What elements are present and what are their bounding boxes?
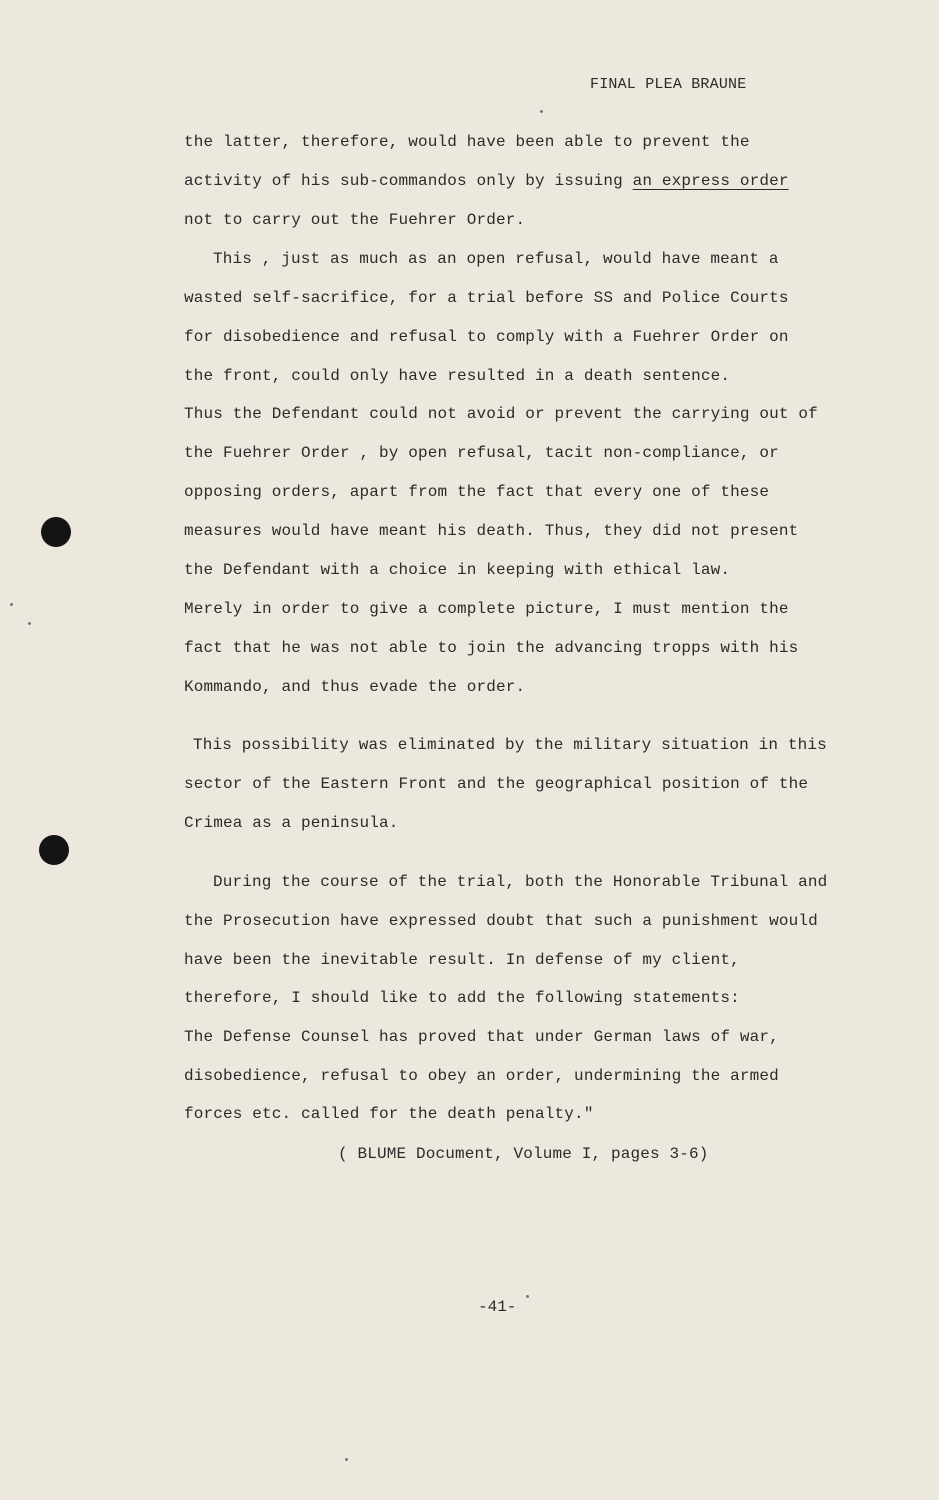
punch-hole-top xyxy=(41,517,71,547)
text-line: for disobedience and refusal to comply with a Fuehrer Order on xyxy=(184,328,789,346)
paper-speck xyxy=(345,1458,348,1461)
text-line: not to carry out the Fuehrer Order. xyxy=(184,211,526,229)
underlined-phrase: an express order xyxy=(632,172,789,190)
text-line: disobedience, refusal to obey an order, undermining the armed xyxy=(184,1067,779,1085)
text-line: the Defendant with a choice in keeping with ethical law. xyxy=(184,561,731,579)
text-line: During the course of the trial, both the Honorable Tribunal and xyxy=(213,873,828,891)
text-segment: activity of his sub-commandos only by issuing xyxy=(184,172,623,190)
text-line: Crimea as a peninsula. xyxy=(184,814,399,832)
text-line: Kommando, and thus evade the order. xyxy=(184,678,526,696)
text-line: the latter, therefore, would have been able to prevent the xyxy=(184,133,750,151)
text-line: the front, could only have resulted in a death sentence. xyxy=(184,367,731,385)
page-number: -41- xyxy=(478,1298,517,1316)
text-line: have been the inevitable result. In defense of my client, xyxy=(184,951,740,969)
paper-speck xyxy=(540,110,543,113)
paper-speck xyxy=(526,1295,529,1298)
text-line: Thus the Defendant could not avoid or prevent the carrying out of xyxy=(184,405,818,423)
text-line: wasted self-sacrifice, for a trial before SS and Police Courts xyxy=(184,289,789,307)
text-line: sector of the Eastern Front and the geographical position of the xyxy=(184,775,809,793)
text-line: This , just as much as an open refusal, would have meant a xyxy=(213,250,779,268)
text-line: opposing orders, apart from the fact that every one of these xyxy=(184,483,770,501)
text-line: the Fuehrer Order , by open refusal, tacit non-compliance, or xyxy=(184,444,779,462)
text-line xyxy=(184,172,789,190)
text-line: fact that he was not able to join the advancing tropps with his xyxy=(184,639,799,657)
text-line: The Defense Counsel has proved that under German laws of war, xyxy=(184,1028,779,1046)
text-line: Merely in order to give a complete picture, I must mention the xyxy=(184,600,789,618)
punch-hole-bottom xyxy=(39,835,69,865)
citation-line: ( BLUME Document, Volume I, pages 3-6) xyxy=(338,1145,709,1163)
text-line: measures would have meant his death. Thus, they did not present xyxy=(184,522,799,540)
text-line: forces etc. called for the death penalty." xyxy=(184,1105,594,1123)
text-line: therefore, I should like to add the following statements: xyxy=(184,989,740,1007)
page-header: FINAL PLEA BRAUNE xyxy=(590,76,747,93)
paper-speck xyxy=(10,603,13,606)
text-line: This possibility was eliminated by the military situation in this xyxy=(193,736,827,754)
paper-speck xyxy=(28,622,31,625)
text-line: the Prosecution have expressed doubt that such a punishment would xyxy=(184,912,818,930)
